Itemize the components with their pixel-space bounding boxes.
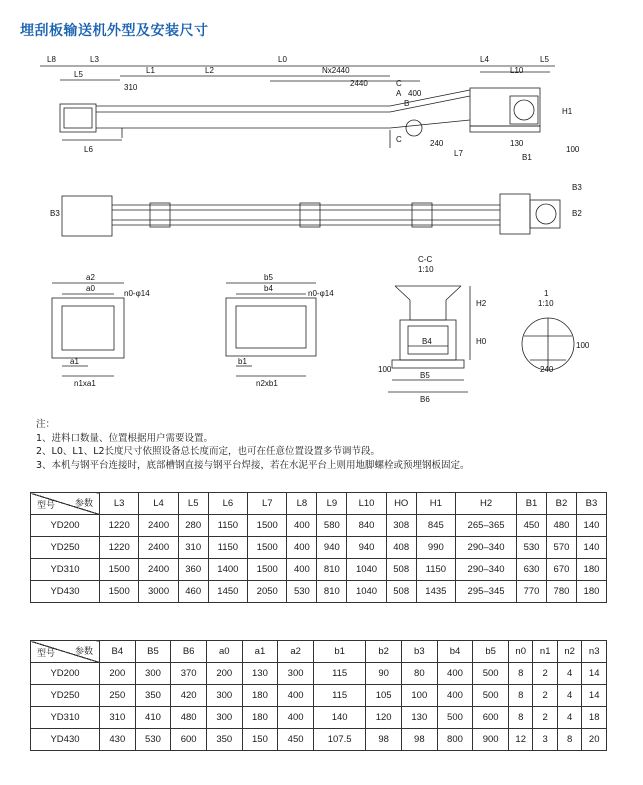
value-cell: 290–340 — [456, 559, 517, 581]
value-cell: 140 — [576, 537, 606, 559]
value-cell: 18 — [582, 707, 607, 729]
value-cell: 670 — [547, 559, 577, 581]
value-cell: 295–345 — [456, 581, 517, 603]
column-header: L9 — [317, 493, 347, 515]
value-cell: 180 — [576, 559, 606, 581]
dim-L4: L4 — [480, 55, 489, 64]
table-corner-cell — [31, 493, 100, 515]
value-cell: 300 — [135, 663, 171, 685]
value-cell: 8 — [508, 663, 532, 685]
value-cell: 290–340 — [456, 537, 517, 559]
value-cell: 140 — [576, 515, 606, 537]
inlet-n1xa1: n1xa1 — [74, 379, 96, 388]
value-cell: 265–365 — [456, 515, 517, 537]
model-cell: YD200 — [31, 515, 100, 537]
value-cell: 280 — [178, 515, 208, 537]
inlet-a2: a2 — [86, 273, 95, 282]
value-cell: 845 — [416, 515, 455, 537]
label-B: B — [404, 99, 410, 108]
value-cell: 4 — [557, 663, 581, 685]
value-cell: 450 — [278, 729, 314, 751]
value-cell: 3 — [533, 729, 557, 751]
value-cell: 500 — [473, 663, 509, 685]
value-cell: 180 — [576, 581, 606, 603]
detail-1-scale: 1:10 — [538, 299, 554, 308]
value-cell: 12 — [508, 729, 532, 751]
value-cell: 8 — [557, 729, 581, 751]
value-cell: 2 — [533, 685, 557, 707]
inlet-a1: a1 — [70, 357, 79, 366]
value-cell: 14 — [582, 663, 607, 685]
page-title: 埋刮板输送机外型及安装尺寸 — [20, 23, 209, 39]
value-cell: 420 — [171, 685, 207, 707]
value-cell: 1500 — [100, 559, 139, 581]
model-cell: YD250 — [31, 685, 100, 707]
value-cell: 180 — [242, 707, 278, 729]
value-cell: 450 — [517, 515, 547, 537]
column-header: L7 — [248, 493, 287, 515]
value-cell: 300 — [206, 707, 242, 729]
model-cell: YD310 — [31, 559, 100, 581]
value-cell: 80 — [402, 663, 438, 685]
column-header: B1 — [517, 493, 547, 515]
note-item: 1、进料口数量、位置根据用户需要设置。 — [36, 432, 214, 444]
table-row — [31, 685, 607, 707]
column-header: b5 — [473, 641, 509, 663]
value-cell: 1150 — [208, 537, 247, 559]
model-cell: YD310 — [31, 707, 100, 729]
dim-Nx2440: Nx2440 — [322, 66, 350, 75]
value-cell: 408 — [386, 537, 416, 559]
dim-L10: L10 — [510, 66, 524, 75]
note-item: 3、本机与钢平台连接时，底部槽钢直接与钢平台焊接，若在水泥平台上则用地脚螺栓或预埋钢板固定。 — [36, 459, 470, 471]
value-cell: 480 — [547, 515, 577, 537]
dim-310: 310 — [124, 83, 138, 92]
value-cell: 250 — [100, 685, 136, 707]
table-row — [31, 707, 607, 729]
value-cell: 2 — [533, 707, 557, 729]
table-row — [31, 581, 607, 603]
column-header: b1 — [313, 641, 365, 663]
column-header: L4 — [139, 493, 178, 515]
section-H0: H0 — [476, 337, 487, 346]
column-header: L3 — [100, 493, 139, 515]
notes-heading: 注： — [36, 419, 56, 430]
column-header: L10 — [347, 493, 386, 515]
value-cell: 500 — [437, 707, 473, 729]
column-header: a2 — [278, 641, 314, 663]
spec-table-1 — [30, 492, 607, 603]
value-cell: 1220 — [100, 515, 139, 537]
value-cell: 840 — [347, 515, 386, 537]
outlet-n2xb1: n2xb1 — [256, 379, 278, 388]
value-cell: 350 — [206, 729, 242, 751]
value-cell: 300 — [278, 663, 314, 685]
dim-L5-left: L5 — [74, 70, 83, 79]
column-header: n0 — [508, 641, 532, 663]
table-corner-cell — [31, 641, 100, 663]
column-header: b4 — [437, 641, 473, 663]
value-cell: 1435 — [416, 581, 455, 603]
value-cell: 370 — [171, 663, 207, 685]
outlet-n0: n0-φ14 — [308, 289, 334, 298]
value-cell: 1500 — [248, 537, 287, 559]
value-cell: 2400 — [139, 515, 178, 537]
value-cell: 460 — [178, 581, 208, 603]
outlet-b4: b4 — [264, 284, 273, 293]
value-cell: 600 — [171, 729, 207, 751]
value-cell: 480 — [171, 707, 207, 729]
outlet-b1: b1 — [238, 357, 247, 366]
label-C-top: C — [396, 79, 402, 88]
table-row — [31, 537, 607, 559]
value-cell: 200 — [100, 663, 136, 685]
value-cell: 150 — [242, 729, 278, 751]
dim-B1: B1 — [522, 153, 532, 162]
value-cell: 8 — [508, 685, 532, 707]
section-100: 100 — [378, 365, 392, 374]
value-cell: 115 — [313, 685, 365, 707]
value-cell: 300 — [206, 685, 242, 707]
value-cell: 100 — [402, 685, 438, 707]
detail-100: 100 — [576, 341, 590, 350]
dim-2440: 2440 — [350, 79, 368, 88]
value-cell: 508 — [386, 559, 416, 581]
value-cell: 990 — [416, 537, 455, 559]
column-header: n2 — [557, 641, 581, 663]
value-cell: 1500 — [100, 581, 139, 603]
dim-L2: L2 — [205, 66, 214, 75]
column-header: B4 — [100, 641, 136, 663]
column-header: b2 — [366, 641, 402, 663]
corner-top-label: 参数 — [74, 646, 93, 656]
section-B6: B6 — [420, 395, 430, 404]
model-cell: YD430 — [31, 581, 100, 603]
value-cell: 400 — [437, 685, 473, 707]
section-B4: B4 — [422, 337, 432, 346]
inlet-n0: n0-φ14 — [124, 289, 150, 298]
value-cell: 308 — [386, 515, 416, 537]
value-cell: 120 — [366, 707, 402, 729]
dim-L0: L0 — [278, 55, 287, 64]
value-cell: 430 — [100, 729, 136, 751]
value-cell: 508 — [386, 581, 416, 603]
column-header: B2 — [547, 493, 577, 515]
table-row — [31, 559, 607, 581]
column-header: H2 — [456, 493, 517, 515]
value-cell: 810 — [317, 581, 347, 603]
value-cell: 2 — [533, 663, 557, 685]
column-header: H1 — [416, 493, 455, 515]
value-cell: 105 — [366, 685, 402, 707]
model-cell: YD250 — [31, 537, 100, 559]
dim-L8: L8 — [47, 55, 56, 64]
value-cell: 1040 — [347, 581, 386, 603]
value-cell: 400 — [287, 559, 317, 581]
model-cell: YD200 — [31, 663, 100, 685]
value-cell: 780 — [547, 581, 577, 603]
dim-130: 130 — [510, 139, 524, 148]
dim-L7: L7 — [454, 149, 463, 158]
value-cell: 310 — [100, 707, 136, 729]
value-cell: 90 — [366, 663, 402, 685]
section-cc-label: C-C — [418, 255, 433, 264]
value-cell: 98 — [366, 729, 402, 751]
value-cell: 1150 — [208, 515, 247, 537]
table-header-row — [31, 641, 607, 663]
notes-section — [36, 418, 470, 472]
value-cell: 580 — [317, 515, 347, 537]
table-row — [31, 515, 607, 537]
value-cell: 810 — [317, 559, 347, 581]
value-cell: 1400 — [208, 559, 247, 581]
outlet-b5: b5 — [264, 273, 273, 282]
value-cell: 1220 — [100, 537, 139, 559]
value-cell: 98 — [402, 729, 438, 751]
column-header: n1 — [533, 641, 557, 663]
value-cell: 400 — [437, 663, 473, 685]
column-header: HO — [386, 493, 416, 515]
value-cell: 570 — [547, 537, 577, 559]
value-cell: 140 — [313, 707, 365, 729]
value-cell: 800 — [437, 729, 473, 751]
value-cell: 530 — [517, 537, 547, 559]
detail-240: 240 — [540, 365, 554, 374]
value-cell: 14 — [582, 685, 607, 707]
dim-100: 100 — [566, 145, 580, 154]
value-cell: 530 — [135, 729, 171, 751]
inlet-a0: a0 — [86, 284, 95, 293]
dim-400: 400 — [408, 89, 422, 98]
value-cell: 310 — [178, 537, 208, 559]
dim-B2: B2 — [572, 209, 582, 218]
value-cell: 400 — [278, 707, 314, 729]
value-cell: 130 — [402, 707, 438, 729]
value-cell: 2400 — [139, 559, 178, 581]
value-cell: 630 — [517, 559, 547, 581]
value-cell: 3000 — [139, 581, 178, 603]
column-header: L6 — [208, 493, 247, 515]
dim-L6: L6 — [84, 145, 93, 154]
value-cell: 1150 — [416, 559, 455, 581]
value-cell: 940 — [347, 537, 386, 559]
value-cell: 20 — [582, 729, 607, 751]
column-header: a0 — [206, 641, 242, 663]
section-H2: H2 — [476, 299, 487, 308]
value-cell: 400 — [287, 515, 317, 537]
corner-bottom-label: 型号 — [37, 648, 56, 658]
table-row — [31, 663, 607, 685]
column-header: L8 — [287, 493, 317, 515]
column-header: B6 — [171, 641, 207, 663]
model-cell: YD430 — [31, 729, 100, 751]
value-cell: 530 — [287, 581, 317, 603]
spec-table-2 — [30, 640, 607, 751]
table-header-row — [31, 493, 607, 515]
column-header: B5 — [135, 641, 171, 663]
value-cell: 410 — [135, 707, 171, 729]
note-item: 2、L0、L1、L2长度尺寸依照设备总长度而定，也可在任意位置设置多节调节段。 — [36, 446, 381, 457]
dim-B3-left: B3 — [50, 209, 60, 218]
value-cell: 1500 — [248, 559, 287, 581]
value-cell: 130 — [242, 663, 278, 685]
dim-H1: H1 — [562, 107, 573, 116]
value-cell: 8 — [508, 707, 532, 729]
value-cell: 770 — [517, 581, 547, 603]
corner-top-label: 参数 — [74, 498, 93, 508]
corner-bottom-label: 型号 — [37, 500, 56, 510]
value-cell: 200 — [206, 663, 242, 685]
value-cell: 900 — [473, 729, 509, 751]
column-header: b3 — [402, 641, 438, 663]
value-cell: 400 — [287, 537, 317, 559]
table-row — [31, 729, 607, 751]
column-header: a1 — [242, 641, 278, 663]
value-cell: 4 — [557, 685, 581, 707]
value-cell: 1500 — [248, 515, 287, 537]
dim-L1: L1 — [146, 66, 155, 75]
value-cell: 2050 — [248, 581, 287, 603]
value-cell: 360 — [178, 559, 208, 581]
value-cell: 4 — [557, 707, 581, 729]
label-A: A — [396, 89, 402, 98]
column-header: n3 — [582, 641, 607, 663]
dim-L5-right: L5 — [540, 55, 549, 64]
section-cc-scale: 1:10 — [418, 265, 434, 274]
section-B5: B5 — [420, 371, 430, 380]
dim-B3: B3 — [572, 183, 582, 192]
value-cell: 2400 — [139, 537, 178, 559]
dim-240: 240 — [430, 139, 444, 148]
detail-1-label: 1 — [544, 289, 549, 298]
dim-L3: L3 — [90, 55, 99, 64]
value-cell: 400 — [278, 685, 314, 707]
column-header: L5 — [178, 493, 208, 515]
value-cell: 107.5 — [313, 729, 365, 751]
value-cell: 115 — [313, 663, 365, 685]
value-cell: 1040 — [347, 559, 386, 581]
value-cell: 1450 — [208, 581, 247, 603]
value-cell: 600 — [473, 707, 509, 729]
column-header: B3 — [576, 493, 606, 515]
value-cell: 180 — [242, 685, 278, 707]
value-cell: 350 — [135, 685, 171, 707]
label-C-bottom: C — [396, 135, 402, 144]
value-cell: 500 — [473, 685, 509, 707]
value-cell: 940 — [317, 537, 347, 559]
